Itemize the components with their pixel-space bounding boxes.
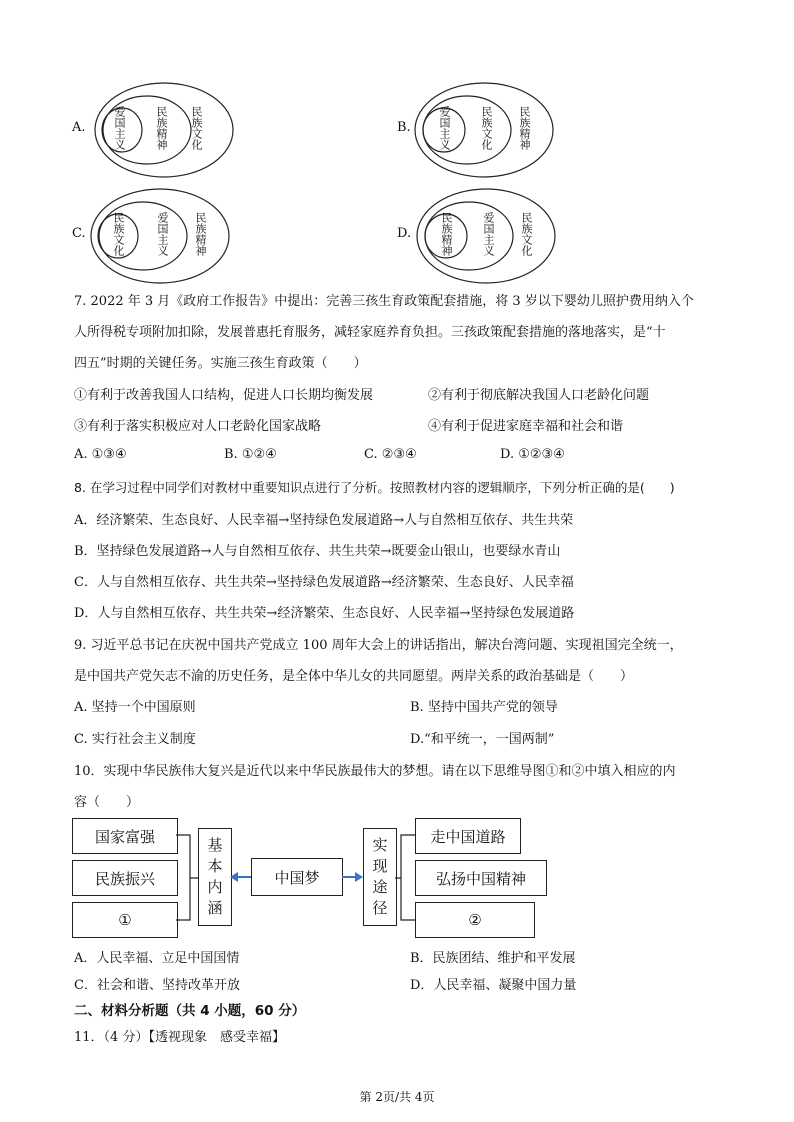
q6-a-middle: 民族精神 xyxy=(155,106,168,150)
q6-b-middle: 民族文化 xyxy=(480,106,493,150)
q6-option-d-label: D. xyxy=(397,226,412,241)
q9-option-a: A. 坚持一个中国原则 xyxy=(74,700,196,715)
map-node-blank-1: ① xyxy=(72,902,178,938)
q7-stem-line-1: 7. 2022 年 3 月《政府工作报告》中提出：完善三孩生育政策配套措施，将 3 岁以下婴幼儿照护费用纳入个 xyxy=(74,294,694,309)
q8-option-b: B．坚持绿色发展道路→人与自然相互依存、共生共荣→既要金山银山，也要绿水青山 xyxy=(74,544,561,559)
map-node-national-rejuvenation: 民族振兴 xyxy=(72,860,178,896)
q7-statement-3: ③有利于落实积极应对人口老龄化国家战略 xyxy=(74,419,322,434)
map-node-china-road: 走中国道路 xyxy=(415,818,521,854)
q10-stem-line-2: 容（ ） xyxy=(74,795,140,810)
path-char-2: 现 xyxy=(372,857,388,875)
q6-option-b-label: B. xyxy=(397,120,411,135)
q7-option-c: C. ②③④ xyxy=(364,447,417,462)
map-node-chinese-dream: 中国梦 xyxy=(251,858,343,896)
q7-stem-line-2: 人所得税专项附加扣除，发展普惠托育服务，减轻家庭养育负担。三孩政策配套措施的落地落实，是“十 xyxy=(74,325,666,340)
q7-option-d: D. ①②③④ xyxy=(500,447,565,462)
q7-stem-line-3: 四五”时期的关键任务。实施三孩生育政策（ ） xyxy=(74,356,367,371)
path-char-3: 途 xyxy=(372,878,388,896)
right-bracket xyxy=(395,818,415,938)
arrow-left-icon xyxy=(230,870,252,884)
map-node-national-prosperity: 国家富强 xyxy=(72,818,178,854)
q10-option-b: B．民族团结、维护和平发展 xyxy=(410,951,576,966)
q6-d-inner: 民族精神 xyxy=(440,212,453,256)
q10-stem-line-1: 10．实现中华民族伟大复兴是近代以来中华民族最伟大的梦想。请在以下思维导图①和②中填入相应的内 xyxy=(74,764,676,779)
q7-statement-4: ④有利于促进家庭幸福和社会和谐 xyxy=(428,419,624,434)
q6-c-middle: 爱国主义 xyxy=(156,212,169,256)
left-bracket xyxy=(176,818,198,938)
q7-statement-1: ①有利于改善我国人口结构，促进人口长期均衡发展 xyxy=(74,388,374,403)
q6-option-a-label: A. xyxy=(72,120,86,135)
basic-char-2: 本 xyxy=(207,857,223,875)
page-number: 第 2页/共 4页 xyxy=(359,1090,435,1104)
q10-option-d: D．人民幸福、凝聚中国力量 xyxy=(410,978,577,993)
basic-char-1: 基 xyxy=(207,836,223,854)
q6-d-middle: 爱国主义 xyxy=(482,212,495,256)
q9-option-d: D.“和平统一，一国两制” xyxy=(410,732,555,747)
q9-option-c: C. 实行社会主义制度 xyxy=(74,732,196,747)
q10-option-c: C．社会和谐、坚持改革开放 xyxy=(74,978,240,993)
q6-b-inner: 爱国主义 xyxy=(438,106,451,150)
q7-option-a: A. ①③④ xyxy=(74,447,127,462)
q9-option-b: B. 坚持中国共产党的领导 xyxy=(410,700,558,715)
arrow-right-icon xyxy=(341,870,363,884)
q8-option-d: D．人与自然相互依存、共生共荣→经济繁荣、生态良好、人民幸福→坚持绿色发展道路 xyxy=(74,606,575,621)
q6-option-c-label: C. xyxy=(72,226,86,241)
q6-a-inner: 爱国主义 xyxy=(113,106,126,150)
q9-stem-line-1: 9. 习近平总书记在庆祝中国共产党成立 100 周年大会上的讲话指出，解决台湾问题、实现祖国完全统一， xyxy=(74,638,683,653)
basic-char-3: 内 xyxy=(207,878,223,896)
path-char-4: 径 xyxy=(372,899,388,917)
q11-heading: 11．（4 分）【透视现象 感受幸福】 xyxy=(74,1030,285,1045)
basic-char-4: 涵 xyxy=(207,899,223,917)
path-char-1: 实 xyxy=(372,836,388,854)
q8-stem: 8. 在学习过程中同学们对教材中重要知识点进行了分析。按照教材内容的逻辑顺序，下列分析正确的是( ) xyxy=(74,480,675,495)
q6-b-outer: 民族精神 xyxy=(518,106,531,150)
q8-option-c: C．人与自然相互依存、共生共荣→坚持绿色发展道路→经济繁荣、生态良好、人民幸福 xyxy=(74,575,574,590)
q9-stem-line-2: 是中国共产党矢志不渝的历史任务，是全体中华儿女的共同愿望。两岸关系的政治基础是（ ） xyxy=(74,669,634,684)
q6-c-outer: 民族精神 xyxy=(194,212,207,256)
section-2-title: 二、材料分析题（共 4 小题，60 分） xyxy=(74,1003,306,1019)
q10-option-a: A．人民幸福、立足中国国情 xyxy=(74,951,240,966)
map-node-blank-2: ② xyxy=(415,902,535,938)
q6-a-outer: 民族文化 xyxy=(190,106,203,150)
q6-d-outer: 民族文化 xyxy=(520,212,533,256)
q6-c-inner: 民族文化 xyxy=(112,212,125,256)
q8-option-a: A．经济繁荣、生态良好、人民幸福→坚持绿色发展道路→人与自然相互依存、共生共荣 xyxy=(74,513,574,528)
map-node-china-spirit: 弘扬中国精神 xyxy=(415,860,547,896)
map-node-basic-meaning xyxy=(198,828,232,926)
q7-option-b: B. ①②④ xyxy=(224,447,277,462)
q7-statement-2: ②有利于彻底解决我国人口老龄化问题 xyxy=(428,388,650,403)
map-node-realization-path xyxy=(363,828,397,926)
